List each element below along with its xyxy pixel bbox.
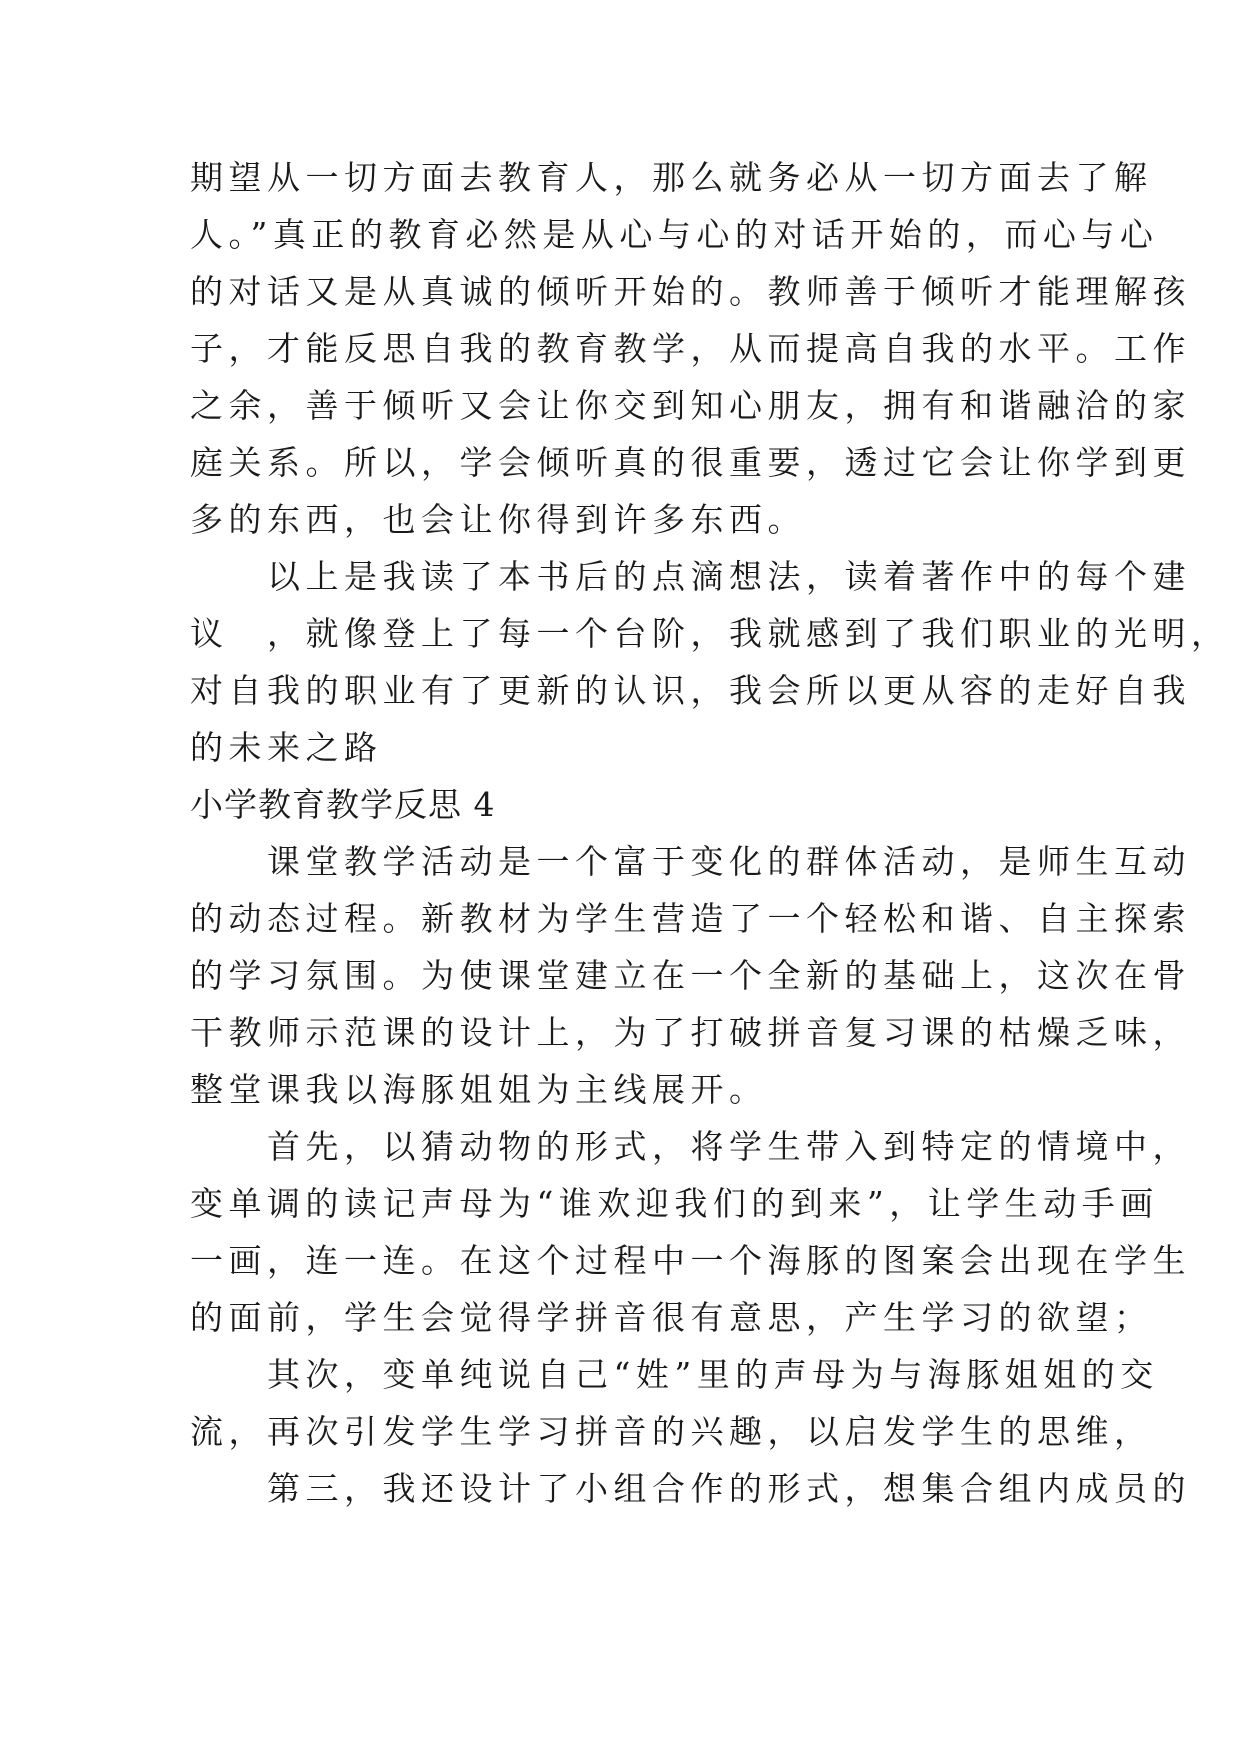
text-line: 庭关系。所以，学会倾听真的很重要，透过它会让你学到更 (190, 443, 1191, 482)
text-line: 的未来之路 (190, 728, 383, 767)
text-line: 人。”真正的教育必然是从心与心的对话开始的，而心与心 (190, 215, 1159, 254)
text-line: 整堂课我以海豚姐姐为主线展开。 (190, 1070, 768, 1109)
text-line: 其次，变单纯说自己“姓”里的声母为与海豚姐姐的交 (190, 1355, 1159, 1394)
text-line: 议 ，就像登上了每一个台阶，我就感到了我们职业的光明， (190, 614, 1230, 653)
text-line: 变单调的读记声母为“谁欢迎我们的到来”，让学生动手画 (190, 1184, 1159, 1223)
text-line: 期望从一切方面去教育人，那么就务必从一切方面去了解 (190, 158, 1153, 197)
text-line: 首先，以猜动物的形式，将学生带入到特定的情境中， (190, 1127, 1191, 1166)
text-line: 课堂教学活动是一个富于变化的群体活动，是师生互动 (190, 842, 1191, 881)
text-line: 第三，我还设计了小组合作的形式，想集合组内成员的 (190, 1469, 1191, 1508)
text-line: 子，才能反思自我的教育教学，从而提高自我的水平。工作 (190, 329, 1191, 368)
text-line: 的学习氛围。为使课堂建立在一个全新的基础上，这次在骨 (190, 956, 1191, 995)
text-line: 之余，善于倾听又会让你交到知心朋友，拥有和谐融洽的家 (190, 386, 1191, 425)
text-line: 的面前，学生会觉得学拼音很有意思，产生学习的欲望； (190, 1298, 1153, 1337)
text-line: 多的东西，也会让你得到许多东西。 (190, 500, 806, 539)
section-heading: 小学教育教学反思 4 (190, 785, 496, 824)
text-line: 以上是我读了本书后的点滴想法，读着著作中的每个建 (190, 557, 1191, 596)
text-line: 的对话又是从真诚的倾听开始的。教师善于倾听才能理解孩 (190, 272, 1191, 311)
text-line: 干教师示范课的设计上，为了打破拼音复习课的枯燥乏味， (190, 1013, 1191, 1052)
text-line: 对自我的职业有了更新的认识，我会所以更从容的走好自我 (190, 671, 1191, 710)
text-line: 的动态过程。新教材为学生营造了一个轻松和谐、自主探索 (190, 899, 1191, 938)
text-line: 流，再次引发学生学习拼音的兴趣，以启发学生的思维， (190, 1412, 1153, 1451)
text-line: 一画，连一连。在这个过程中一个海豚的图案会出现在学生 (190, 1241, 1191, 1280)
